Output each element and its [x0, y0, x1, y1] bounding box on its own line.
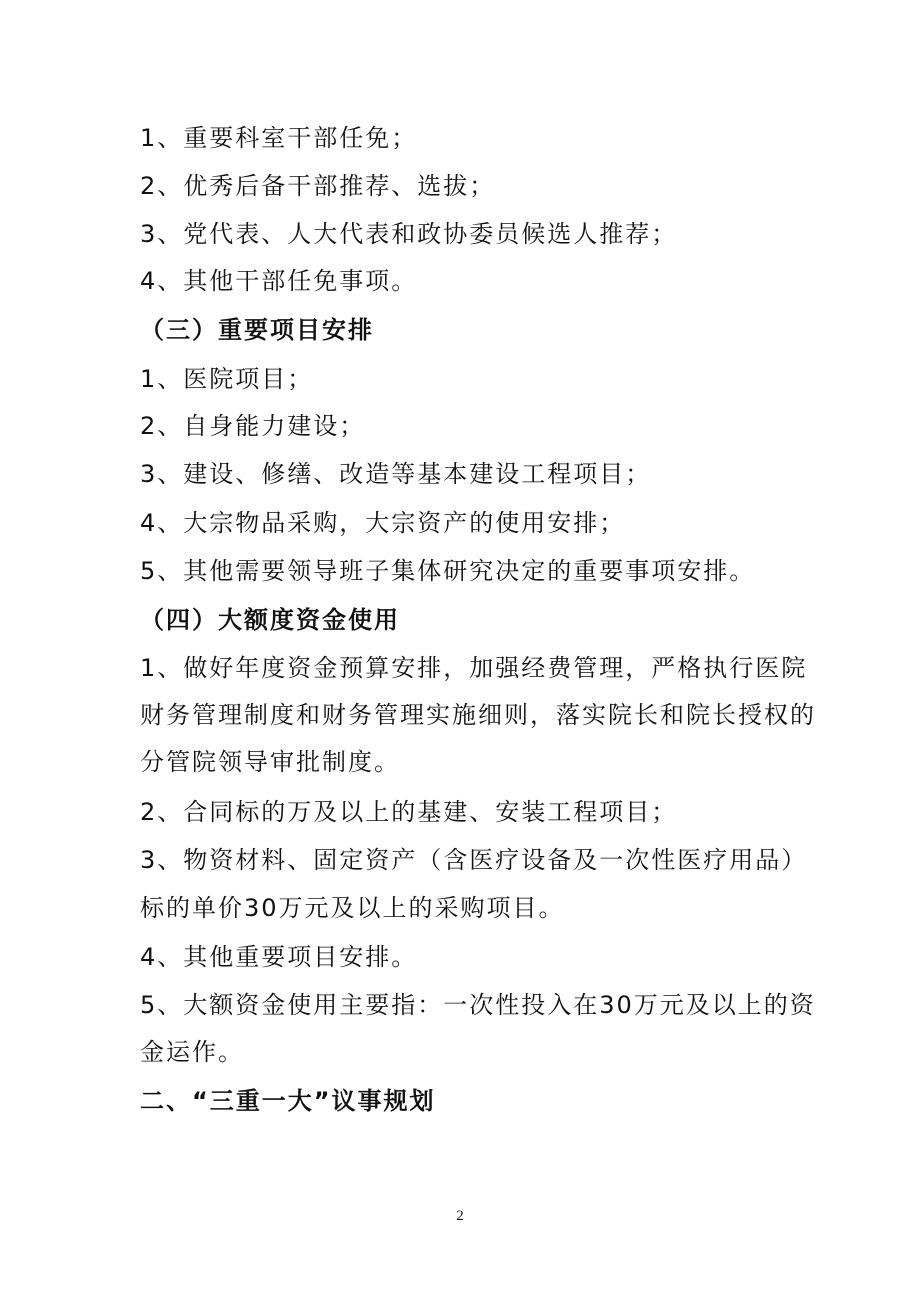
text-line: 3、党代表、人大代表和政协委员候选人推荐； — [140, 220, 678, 248]
text-line: 1、医院项目； — [140, 365, 314, 393]
section-heading: （四）大额度资金使用 — [140, 606, 400, 634]
text-line: 2、优秀后备干部推荐、选拔； — [140, 172, 496, 200]
text-line: 4、大宗物品采购，大宗资产的使用安排； — [140, 509, 626, 537]
text-line: 1、做好年度资金预算安排，加强经费管理，严格执行医院 — [140, 654, 808, 682]
text-line: 3、物资材料、固定资产（含医疗设备及一次性医疗用品） — [140, 846, 808, 874]
text-line: 2、自身能力建设； — [140, 412, 366, 440]
text-line: 2、合同标的万及以上的基建、安装工程项目； — [140, 798, 678, 826]
section-heading: （三）重要项目安排 — [140, 316, 374, 344]
page-number: 2 — [456, 1208, 464, 1224]
text-line: 5、其他需要领导班子集体研究决定的重要事项安排。 — [140, 557, 756, 585]
text-line: 1、重要科室干部任免； — [140, 124, 418, 152]
section-heading: 二、“三重一大”议事规划 — [140, 1087, 436, 1115]
text-line: 4、其他干部任免事项。 — [140, 267, 418, 295]
text-line: 3、建设、修缮、改造等基本建设工程项目； — [140, 460, 652, 488]
text-line: 5、大额资金使用主要指：一次性投入在30万元及以上的资 — [140, 991, 816, 1019]
text-line: 财务管理制度和财务管理实施细则，落实院长和院长授权的 — [140, 701, 816, 729]
text-line: 标的单价30万元及以上的采购项目。 — [140, 894, 565, 922]
text-line: 4、其他重要项目安排。 — [140, 943, 418, 971]
text-line: 金运作。 — [140, 1038, 244, 1066]
text-line: 分管院领导审批制度。 — [140, 748, 400, 776]
